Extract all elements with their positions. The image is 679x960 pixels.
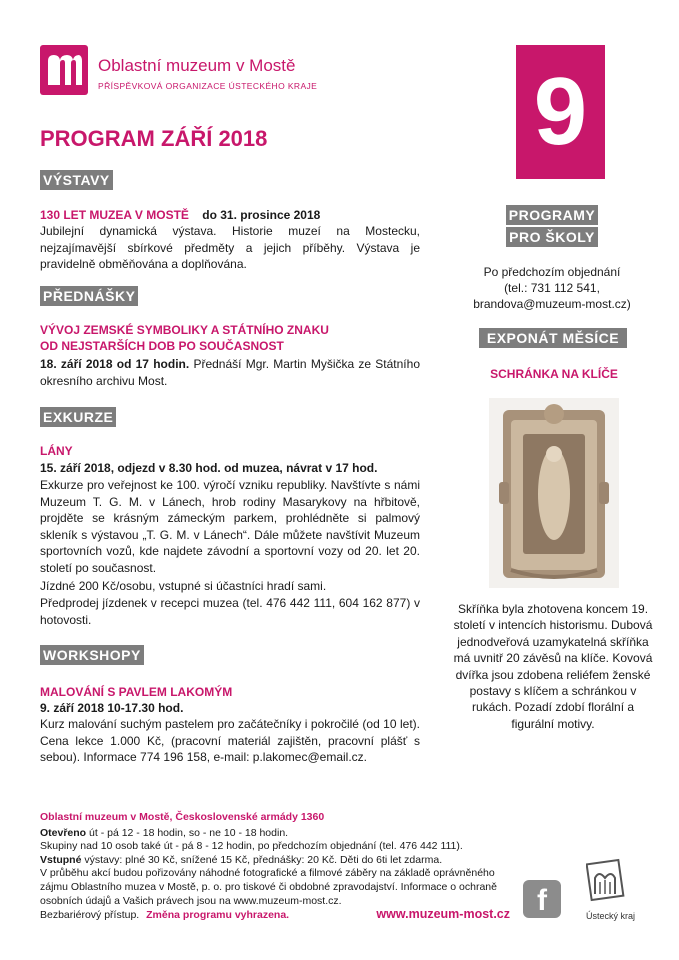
footer-bottom-line bbox=[40, 909, 510, 923]
school-info-line-1: Po předchozím objednání bbox=[483, 265, 621, 279]
exhibit-of-month-heading: EXPONÁT MĚSÍCE bbox=[479, 328, 627, 348]
footer-barrier-free: Bezbariérový přístup. bbox=[40, 909, 140, 922]
section-heading-vystavy: VÝSTAVY bbox=[40, 170, 113, 190]
footer-info bbox=[40, 811, 510, 923]
section-heading-prednasky: PŘEDNÁŠKY bbox=[40, 286, 138, 306]
workshop-title: MALOVÁNÍ S PAVLEM LAKOMÝM bbox=[40, 685, 233, 699]
exhibit-description: Skříňka byla zhotovena koncem 19. století v intencích historismu. Dubová jednodveřová uzamykatelná skříňka má uvnitř 20 závěsů na klíče. Kovová dvířka jsou zdobena reliéfem ženské postavy s klíčem a schránkou v rukách. Pozadí zdobí florální a figurální motivy. bbox=[453, 602, 653, 731]
org-name: Oblastní muzeum v Mostě bbox=[98, 56, 296, 75]
footer-photo-notice: V průběhu akcí budou pořizovány náhodné fotografické a filmové záběry na základě oprávněného zájmu Oblastního muzea v Mostě, p. o. pro tiskové či obdobné zpravodajství. Informace o ochraně osobních údajů a Vašich právech jsou na www.muzeum-most.cz. bbox=[40, 867, 497, 907]
footer-address: Oblastní muzeum v Mostě, Československé armády 1360 bbox=[40, 811, 325, 823]
exhibition-text: Jubilejní dynamická výstava. Historie muzeí na Mostecku, nejzajímavější sbírkové předměty a jejich příběhy. Výstava je pravidelně obměňována a doplňována. bbox=[40, 224, 420, 271]
lecture-date: 18. září 2018 od 17 hodin. bbox=[40, 357, 190, 371]
museum-logo bbox=[40, 45, 88, 95]
excursion-date: 15. září 2018, odjezd v 8.30 hod. od muzea, návrat v 17 hod. bbox=[40, 461, 378, 475]
lecture-title-1: VÝVOJ ZEMSKÉ SYMBOLIKY A STÁTNÍHO ZNAKU bbox=[40, 323, 329, 337]
lecture-title-2: OD NEJSTARŠÍCH DOB PO SOUČASNOST bbox=[40, 339, 284, 353]
school-programs-heading bbox=[500, 205, 604, 247]
program-title: PROGRAM ZÁŘÍ 2018 bbox=[40, 126, 268, 151]
footer-change-notice: Změna programu vyhrazena. bbox=[146, 909, 290, 922]
org-subtitle: PŘÍSPĚVKOVÁ ORGANIZACE ÚSTECKÉHO KRAJE bbox=[98, 81, 318, 91]
exhibition-date: do 31. prosince 2018 bbox=[202, 208, 321, 222]
ustecky-kraj-logo bbox=[586, 858, 636, 922]
lecture-description: Přednáší Mgr. Martin Myšička ze Státního okresního archivu Most. bbox=[40, 357, 420, 388]
lecture-text bbox=[40, 356, 420, 389]
footer-entry-text: výstavy: plné 30 Kč, snížené 15 Kč, přednášky: 20 Kč. Děti do 6ti let zdarma. bbox=[84, 853, 443, 866]
excursion-price: Jízdné 200 Kč/osobu, vstupné si účastníci hradí sami. bbox=[40, 579, 327, 593]
month-number: 9 bbox=[516, 45, 605, 179]
footer-entry-label: Vstupné bbox=[40, 853, 82, 866]
exhibition-title bbox=[40, 207, 320, 223]
school-info-line-2: (tel.: 731 112 541, bbox=[504, 281, 600, 295]
footer-open-label: Otevřeno bbox=[40, 826, 87, 839]
workshop-date: 9. září 2018 10-17.30 hod. bbox=[40, 701, 184, 715]
excursion-text: Exkurze pro veřejnost ke 100. výročí vzniku republiky. Navštívte s námi Muzeum T. G. M. v Lánech, hrob rodiny Masarykovy na hřbitově, projděte se krásným zámeckým parkem, prohlédněte si palmový skleník s výstavou „T. G. M. v Lánech“. Dále můžete navštívit Muzeum sportovních vozů, kde najdete závodní a sportovní vozy od 20. let 20. století po současnost. bbox=[40, 478, 420, 575]
section-heading-workshopy: WORKSHOPY bbox=[40, 645, 144, 665]
excursion-title: LÁNY bbox=[40, 444, 73, 458]
exhibit-title: SCHRÁNKA NA KLÍČE bbox=[490, 367, 618, 381]
footer-website-link[interactable]: www.muzeum-most.cz bbox=[376, 907, 510, 922]
workshop-text: Kurz malování suchým pastelem pro začátečníky i pokročilé (od 10 let). Cena lekce 1.000 Kč, (pracovní materiál zajištěn, pracovní plášť s sebou). Informace 774 196 158, e-mail: p.lakomec@email.cz. bbox=[40, 717, 420, 764]
school-programs-info bbox=[450, 264, 654, 312]
excursion-presale: Předprodej jízdenek v recepci muzea (tel. 476 442 111, 604 162 877) v hotovosti. bbox=[40, 596, 420, 627]
exhibition-name: 130 LET MUZEA V MOSTĚ bbox=[40, 208, 189, 222]
footer-entry bbox=[40, 854, 510, 868]
school-programs-heading-2: PRO ŠKOLY bbox=[506, 227, 598, 247]
section-heading-exkurze: EXKURZE bbox=[40, 407, 116, 427]
school-info-line-3: brandova@muzeum-most.cz) bbox=[473, 297, 631, 311]
footer-open-text: út - pá 12 - 18 hodin, so - ne 10 - 18 hodin. bbox=[89, 826, 289, 839]
key-box-photo bbox=[489, 398, 619, 588]
facebook-icon[interactable]: f bbox=[523, 880, 561, 918]
footer-opening bbox=[40, 827, 510, 841]
footer-groups: Skupiny nad 10 osob také út - pá 8 - 12 hodin, po předchozím objednání (tel. 476 442 111). bbox=[40, 840, 463, 853]
school-programs-heading-1: PROGRAMY bbox=[506, 205, 598, 225]
kraj-label: Ústecký kraj bbox=[586, 911, 636, 921]
